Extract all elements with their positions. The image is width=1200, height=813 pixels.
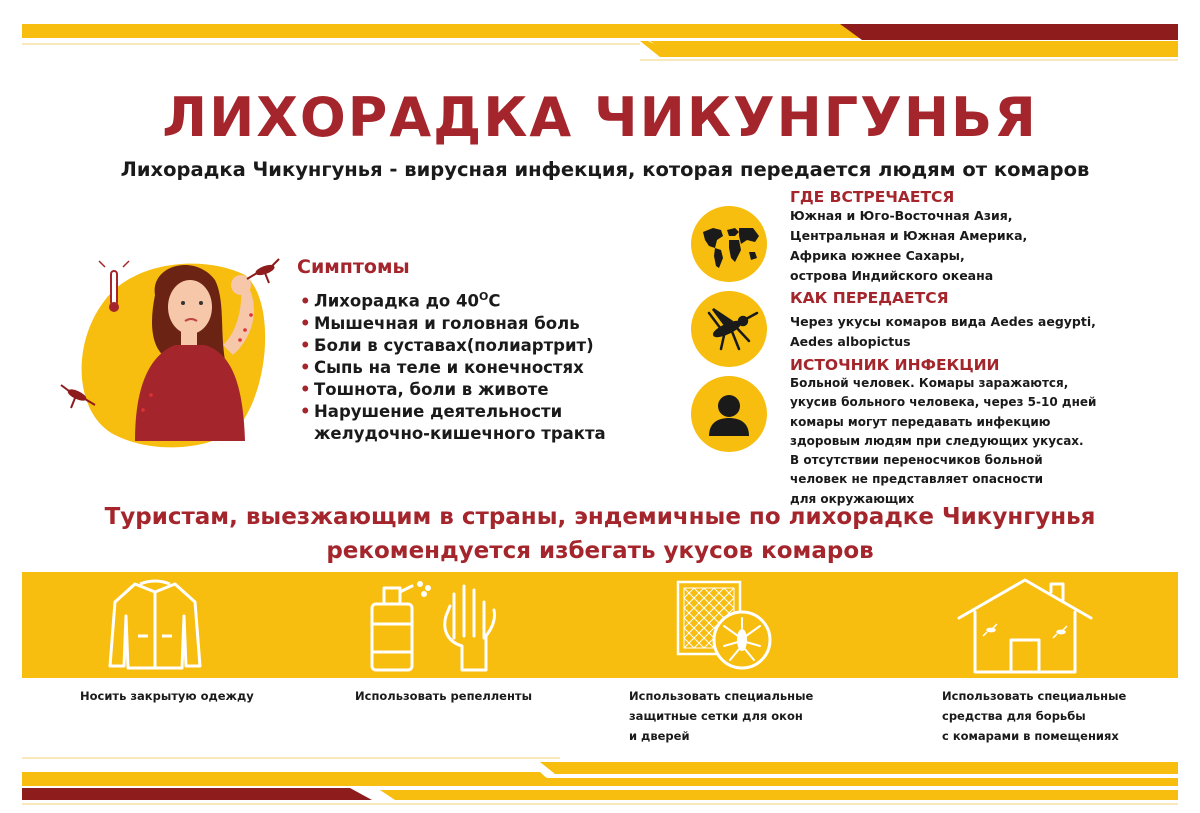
- transmission-text: Через укусы комаров вида Aedes aegypti, Aedes albopictus: [790, 314, 1096, 349]
- list-item: желудочно-кишечного тракта: [314, 423, 606, 443]
- list-item: • Нарушение деятельности: [300, 401, 563, 421]
- caption-repellents: Использовать репелленты: [355, 689, 532, 703]
- list-item: • Тошнота, боли в животе: [300, 379, 549, 399]
- transmission-heading: КАК ПЕРЕДАЕТСЯ: [790, 289, 949, 307]
- list-item: • Боли в суставах(полиартрит): [300, 335, 594, 355]
- list-item: • Мышечная и головная боль: [300, 313, 580, 333]
- repellent-icon: [362, 576, 512, 674]
- header-stripes: [0, 0, 1200, 70]
- sick-woman-illustration: [55, 245, 285, 460]
- where-heading: ГДЕ ВСТРЕЧАЕТСЯ: [790, 188, 955, 206]
- symptoms-heading: Симптомы: [297, 256, 410, 278]
- list-item: • Сыпь на теле и конечностях: [300, 357, 584, 377]
- warning-line-2: рекомендуется избегать укусов комаров: [326, 538, 874, 564]
- page-subtitle: Лихорадка Чикунгунья - вирусная инфекция, которая передается людям от комаров: [120, 158, 1090, 181]
- transmission-icon-circle: [691, 291, 767, 367]
- footer-stripes: [0, 750, 1200, 813]
- caption-indoor-means: Использовать специальные средства для борьбы с комарами в помещениях: [942, 689, 1127, 743]
- person-icon: [691, 376, 767, 452]
- where-icon-circle: [691, 206, 767, 282]
- window-net-icon: [670, 576, 780, 674]
- source-icon-circle: [691, 376, 767, 452]
- symptoms-list: [300, 286, 606, 445]
- source-text: Больной человек. Комары заражаются, укусив больного человека, через 5-10 дней комары могут передавать инфекцию здоровым людям при следующих укусах. В отсутствии переносчиков больной человек не представляет опасности для окружающих: [790, 376, 1097, 506]
- jacket-icon: [100, 576, 210, 674]
- warning-line-1: Туристам, выезжающим в страны, эндемичные по лихорадке Чикунгунья: [104, 504, 1096, 530]
- house-icon: [955, 574, 1095, 674]
- caption-window-nets: Использовать специальные защитные сетки для окон и дверей: [629, 689, 814, 743]
- world-map-icon: [691, 206, 767, 282]
- caption-closed-clothes: Носить закрытую одежду: [80, 689, 254, 703]
- source-heading: ИСТОЧНИК ИНФЕКЦИИ: [790, 356, 1000, 374]
- page-title: ЛИХОРАДКА ЧИКУНГУНЬЯ: [162, 86, 1038, 149]
- where-text: Южная и Юго-Восточная Азия, Центральная и Южная Америка, Африка южнее Сахары, острова Индийского океана: [790, 208, 1028, 283]
- list-item: • Лихорадка до $40^OC$: [300, 290, 501, 311]
- mosquito-icon: [691, 291, 767, 367]
